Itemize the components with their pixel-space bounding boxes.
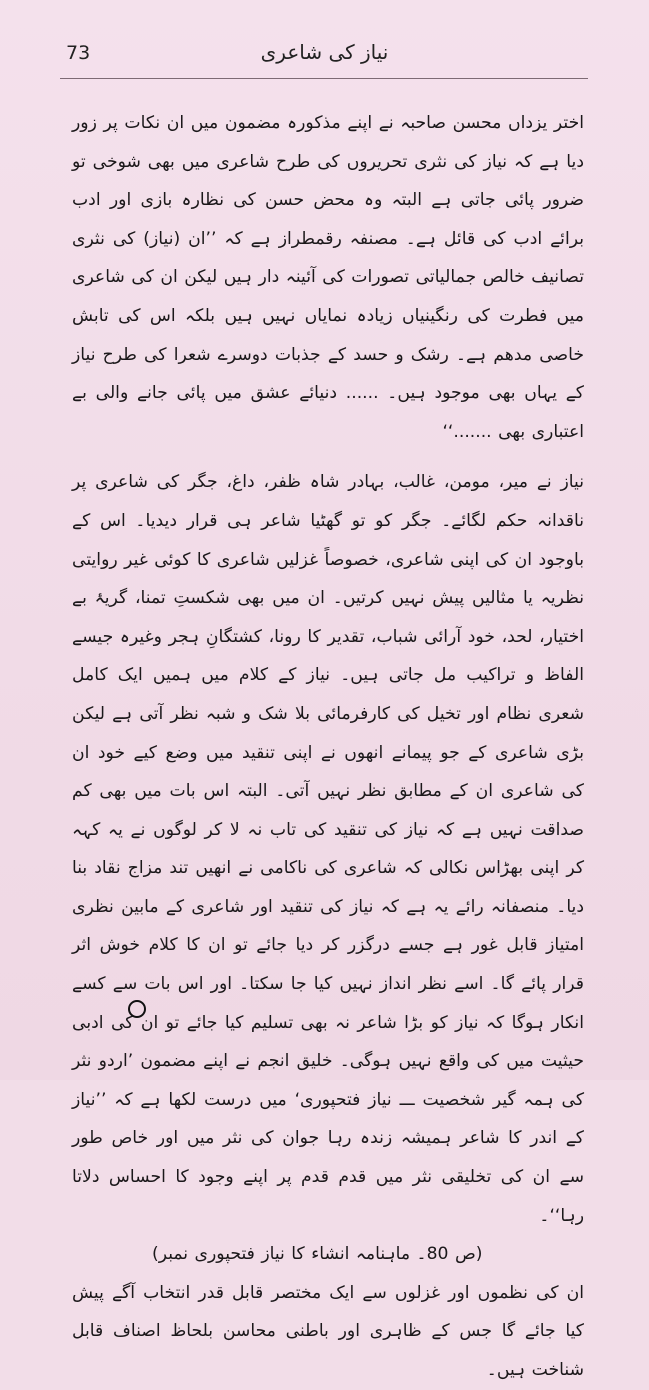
header-rule [60,78,588,79]
page-number: 73 [66,42,91,64]
closing-paragraph: ان کی نظموں اور غزلوں سے ایک مختصر قابل قدر انتخاب آگے پیش کیا جائے گا جس کے ظاہری اور باطنی محاسن بلحاظ اصناف قابل شناخت ہیں۔ [72,1282,584,1380]
running-title: نیاز کی شاعری [260,40,389,64]
paragraph-1: اختر یزداں محسن صاحبہ نے اپنے مذکورہ مضمون میں ان نکات پر زور دیا ہے کہ نیاز کی نثری تحریروں کی طرح شاعری میں بھی شوخی تو ضرور پائی جاتی ہے البتہ وہ محض حسن کی نظارہ بازی اور ادب برائے ادب کی قائل ہے۔ مصنفہ رقمطراز ہے کہ ’’ان (نیاز) کی نثری تصانیف خالص جمالیاتی تصورات کی آئینہ دار ہیں لیکن ان کی شاعری میں فطرت کی رنگینیاں زیادہ نمایاں نہیں ہیں بلکہ اس کی تابش خاصی مدھم ہے۔ رشک و حسد کے جذبات دوسرے شعرا کی طرح نیاز کے یہاں بھی موجود ہیں۔ ...... دنیائے عشق میں پائی جانے والی بے اعتباری بھی .......‘‘ [72,113,584,442]
end-mark-circle-icon [128,1000,146,1018]
paragraph-2: نیاز نے میر، مومن، غالب، بہادر شاہ ظفر، داغ، جگر کی شاعری پر ناقدانہ حکم لگائے۔ جگر کو تو گھٹیا شاعر ہی قرار دیدیا۔ اس کے باوجود ان کی اپنی شاعری، خصوصاً غزلیں شاعری کا کوئی غیر روایتی نظریہ یا مثالیں پیش نہیں کرتیں۔ ان میں بھی شکستِ تمنا، گریۂ بے اختیار، لحد، خود آرائی شباب، تقدیر کا رونا، کشتگانِ ہجر وغیرہ جیسے الفاظ و تراکیب مل جاتی ہیں۔ نیاز کے کلام میں ہمیں ایک کامل شعری نظام اور تخیل کی کارفرمائی بلا شک و شبہ نظر آتی ہے لیکن بڑی شاعری کے جو پیمانے انھوں نے اپنی تنقید میں وضع کیے خود ان کی شاعری ان کے مطابق نظر نہیں آتی۔ البتہ اس بات میں بھی کم صداقت نہیں ہے کہ نیاز کی تنقید کی تاب نہ لا کر لوگوں نے یہ کہہ کر اپنی بھڑاس نکالی کہ شاعری کی ناکامی نے انھیں تند مزاج نقاد بنا دیا۔ منصفانہ رائے یہ ہے کہ نیاز کی تنقید اور شاعری کے مابین نظری امتیاز قابل غور ہے جسے درگزر کر دیا جائے تو ان کا کلام خوش اثر قرار پائے گا۔ اسے نظر انداز نہیں کیا جا سکتا۔ اور اس بات سے کسے انکار ہوگا کہ نیاز کو بڑا شاعر نہ بھی تسلیم کیا جائے تو ان کی ادبی حیثیت میں کی واقع نہیں ہوگی۔ خلیق انجم نے اپنے مضمون ’اردو نثر کی ہمہ گیر شخصیت ـــ نیاز فتحپوری‘ میں درست لکھا ہے کہ ’’نیاز کے اندر کا شاعر ہمیشہ زندہ رہا جوان کی نثر میں اور خاص طور سے ان کی تخلیقی نثر میں قدم قدم پر اپنے وجود کا احساس دلاتا رہا‘‘۔ [72,472,584,1226]
body-text [72,104,584,1390]
citation: (ص 80۔ ماہنامہ انشاء کا نیاز فتحپوری نمبر) [152,1244,483,1265]
